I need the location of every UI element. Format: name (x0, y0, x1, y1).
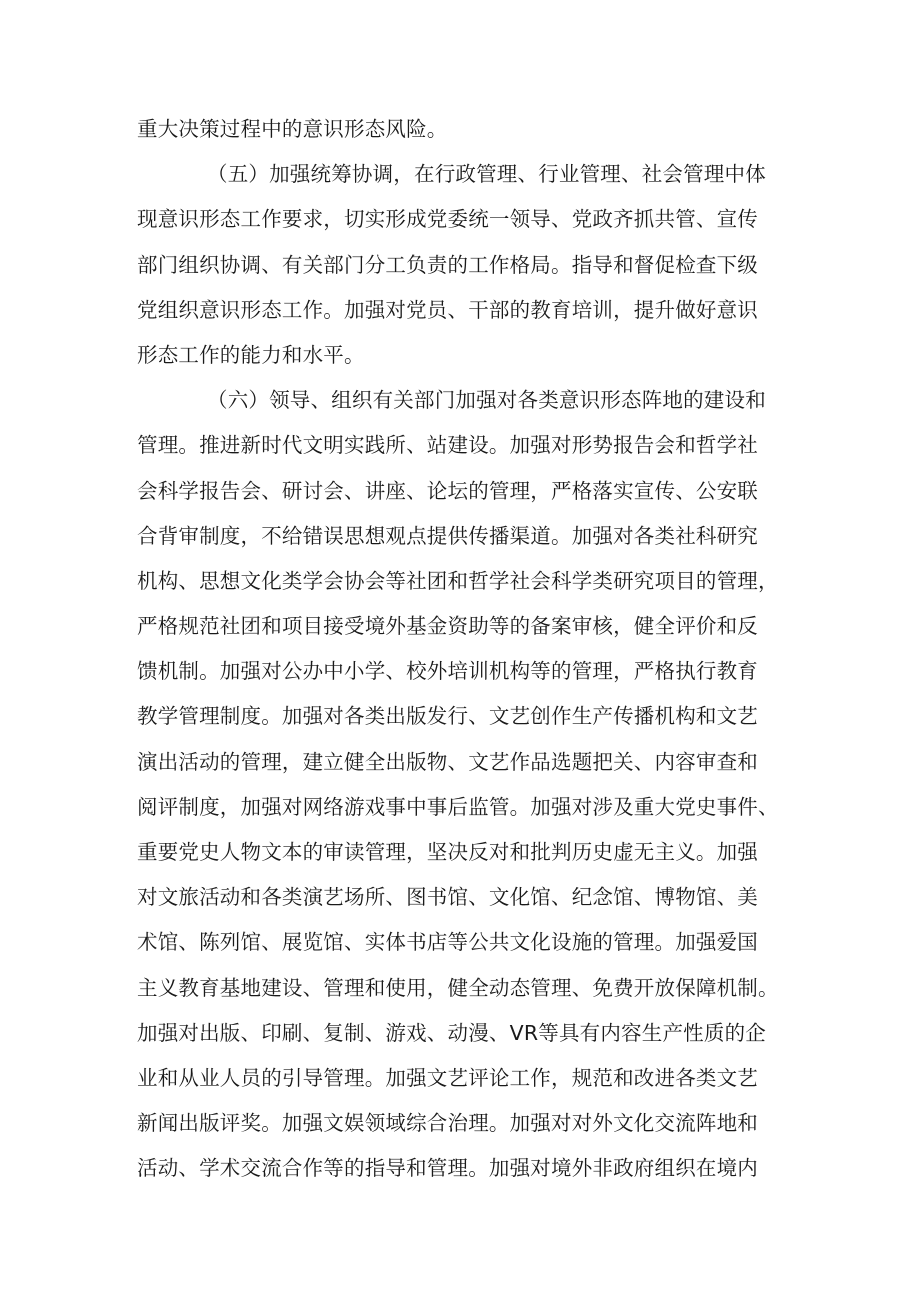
text-line: （六）领导、组织有关部门加强对各类意识形态阵地的建设和 (207, 388, 766, 413)
text-line: 机构、思想文化类学会协会等社团和哲学社会科学类研究项目的管理， (137, 568, 779, 593)
text-line: 阅评制度，加强对网络游戏事中事后监管。加强对涉及重大党史事件、 (137, 794, 779, 819)
text-line: 管理。推进新时代文明实践所、站建设。加强对形势报告会和哲学社 (137, 433, 758, 458)
text-line: 严格规范社团和项目接受境外基金资助等的备案审核，健全评价和反 (137, 614, 758, 639)
text-line: 加强对出版、印刷、复制、游戏、动漫、VR等具有内容生产性质的企 (137, 1020, 766, 1045)
text-line: 术馆、陈列馆、展览馆、实体书店等公共文化设施的管理。加强爱国 (137, 930, 758, 955)
text-line: 新闻出版评奖。加强文娱领域综合治理。加强对对外文化交流阵地和 (137, 1111, 758, 1136)
text-line: 现意识形态工作要求，切实形成党委统一领导、党政齐抓共管、宣传 (137, 207, 758, 232)
text-line: 党组织意识形态工作。加强对党员、干部的教育培训，提升做好意识 (137, 297, 758, 322)
text-line: 部门组织协调、有关部门分工负责的工作格局。指导和督促检查下级 (137, 252, 758, 277)
text-line: 合背审制度，不给错误思想观点提供传播渠道。加强对各类社科研究 (137, 523, 758, 548)
text-line: 演出活动的管理，建立健全出版物、文艺作品选题把关、内容审查和 (137, 749, 758, 774)
document-body-text (137, 107, 797, 1192)
text-line: 重大决策过程中的意识形态风险。 (137, 117, 448, 141)
text-line: 会科学报告会、研讨会、讲座、论坛的管理，严格落实宣传、公安联 (137, 478, 758, 503)
text-line: 业和从业人员的引导管理。加强文艺评论工作，规范和改进各类文艺 (137, 1065, 758, 1090)
text-line: 主义教育基地建设、管理和使用，健全动态管理、免费开放保障机制。 (137, 975, 779, 1000)
text-line: （五）加强统筹协调，在行政管理、行业管理、社会管理中体 (207, 162, 766, 187)
text-line: 活动、学术交流合作等的指导和管理。加强对境外非政府组织在境内 (137, 1156, 758, 1181)
text-line: 馈机制。加强对公办中小学、校外培训机构等的管理，严格执行教育 (137, 659, 758, 684)
text-line: 对文旅活动和各类演艺场所、图书馆、文化馆、纪念馆、博物馆、美 (137, 885, 758, 910)
text-line: 重要党史人物文本的审读管理，坚决反对和批判历史虚无主义。加强 (137, 840, 758, 864)
text-line: 教学管理制度。加强对各类出版发行、文艺创作生产传播机构和文艺 (137, 704, 758, 729)
text-line: 形态工作的能力和水平。 (137, 342, 365, 367)
